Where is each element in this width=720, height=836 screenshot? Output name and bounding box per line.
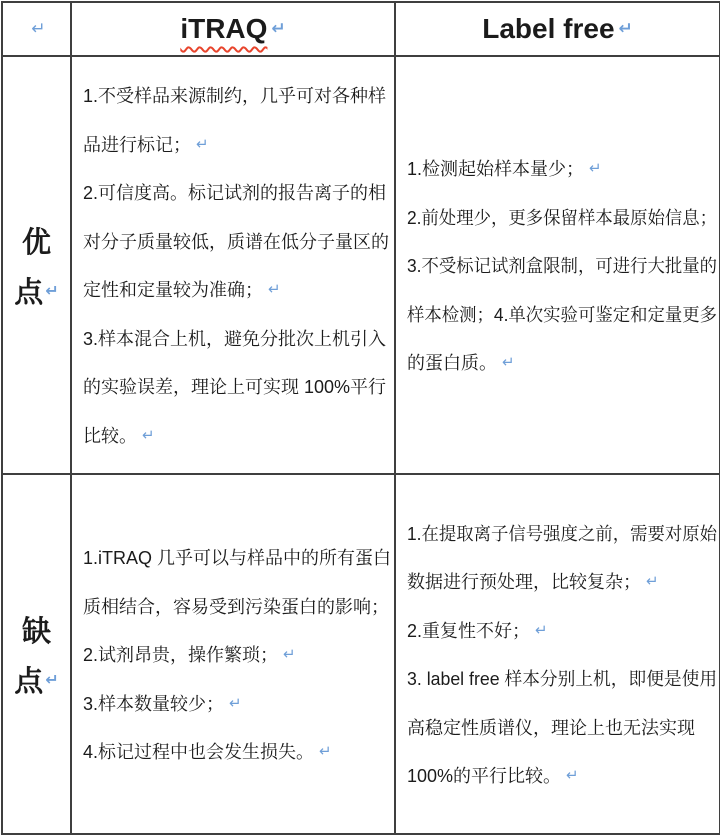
text-line-content: 定性和定量较为准确；: [83, 280, 263, 301]
return-mark-icon: ↵: [618, 19, 633, 39]
return-mark-icon: ↵: [268, 280, 281, 299]
return-mark-icon: ↵: [45, 280, 59, 300]
text-line: [83, 411, 392, 460]
text-line: [407, 241, 718, 290]
text-line: [407, 509, 718, 558]
label-char-line: [22, 215, 51, 265]
label-char: 点: [14, 276, 44, 309]
text-line-content: 2.前处理少，更多保留样本最原始信息；: [407, 207, 718, 228]
text-line-content: 品进行标记；: [83, 134, 191, 155]
return-mark-icon: ↵: [535, 620, 548, 639]
text-line-content: 样本检测；4.单次实验可鉴定和定量更多: [407, 304, 718, 325]
return-mark-icon: ↵: [283, 645, 296, 663]
text-line: [83, 533, 392, 582]
text-line-content: 3. label free 样本分别上机，即便是使用: [407, 669, 718, 690]
text-line-content: 100%的平行比较。: [407, 766, 562, 787]
label-char: 点: [14, 665, 44, 698]
text-line: [83, 581, 392, 630]
return-mark-icon: ↵: [646, 572, 659, 591]
text-line-content: 1.在提取离子信号强度之前，需要对原始: [407, 523, 718, 544]
label-char-line: [14, 654, 58, 704]
label-char: 缺: [21, 615, 51, 648]
cell-labelfree-disadvantages: [396, 475, 719, 833]
row-label-disadvantages: [3, 475, 70, 833]
return-mark-icon: ↵: [31, 19, 46, 39]
text-line-content: 2.可信度高。标记试剂的报告离子的相: [83, 183, 387, 204]
label-char-line: [14, 265, 58, 315]
text-line-content: 2.试剂昂贵，操作繁琐；: [83, 645, 279, 665]
row-label-advantages: [3, 57, 70, 473]
text-line-content: 1.检测起始样本量少；: [407, 159, 585, 179]
return-mark-icon: ↵: [566, 766, 579, 785]
return-mark-icon: ↵: [319, 742, 332, 760]
column-header-labelfree: Label free: [482, 13, 615, 44]
cell-itraq-disadvantages: [72, 475, 394, 833]
text-line-content: 比较。: [83, 425, 137, 446]
text-line: [407, 606, 717, 655]
label-char: 优: [21, 226, 51, 259]
text-line: [407, 192, 718, 241]
text-line-content: 质相结合，容易受到污染蛋白的影响；: [83, 596, 389, 617]
text-line-content: 1.iTRAQ 几乎可以与样品中的所有蛋白: [83, 548, 392, 568]
text-line: [83, 168, 392, 217]
label-char-line: [22, 604, 51, 654]
header-itraq-cell: [72, 3, 394, 55]
return-mark-icon: ↵: [196, 134, 209, 153]
return-mark-icon: ↵: [589, 159, 602, 177]
text-line: [83, 71, 392, 120]
text-line-content: 3.样本数量较少；: [83, 693, 225, 714]
text-line-content: 的蛋白质。: [407, 353, 497, 373]
text-line: [83, 727, 392, 776]
return-mark-icon: ↵: [45, 669, 59, 689]
text-line: [407, 703, 717, 752]
text-line-content: 4.标记过程中也会发生损失。: [83, 742, 315, 762]
text-line-content: 2.重复性不好；: [407, 620, 531, 641]
text-line-content: 的实验误差，理论上可实现 100%平行: [83, 377, 387, 398]
text-line: [407, 654, 718, 703]
text-line-content: 高稳定性质谱仪，理论上也无法实现: [407, 717, 695, 738]
text-line: [83, 120, 392, 169]
text-line: [83, 265, 392, 314]
text-line: [407, 338, 717, 387]
return-mark-icon: ↵: [502, 353, 515, 371]
text-line: [407, 557, 717, 606]
cell-itraq-advantages: [72, 57, 394, 473]
text-line-content: 3.不受标记试剂盒限制，可进行大批量的: [407, 256, 718, 276]
header-labelfree-cell: [396, 3, 719, 55]
text-line-content: 3.样本混合上机，避免分批次上机引入: [83, 328, 387, 349]
text-line-content: 数据进行预处理，比较复杂；: [407, 572, 641, 593]
text-line: [83, 217, 392, 266]
return-mark-icon: ↵: [271, 19, 286, 39]
column-header-itraq: iTRAQ: [180, 13, 268, 44]
comparison-table: [1, 1, 720, 835]
text-line: [83, 630, 392, 679]
text-line: [407, 144, 717, 193]
header-corner-cell: [3, 3, 70, 55]
text-line-content: 1.不受样品来源制约，几乎可对各种样: [83, 86, 387, 107]
return-mark-icon: ↵: [142, 425, 155, 444]
text-line: [83, 362, 392, 411]
text-line-content: 对分子质量较低，质谱在低分子量区的: [83, 231, 389, 252]
text-line: [407, 289, 718, 338]
cell-labelfree-advantages: [396, 57, 719, 473]
return-mark-icon: ↵: [229, 693, 242, 712]
text-line: [83, 678, 392, 727]
text-line: [83, 314, 392, 363]
text-line: [407, 751, 717, 800]
